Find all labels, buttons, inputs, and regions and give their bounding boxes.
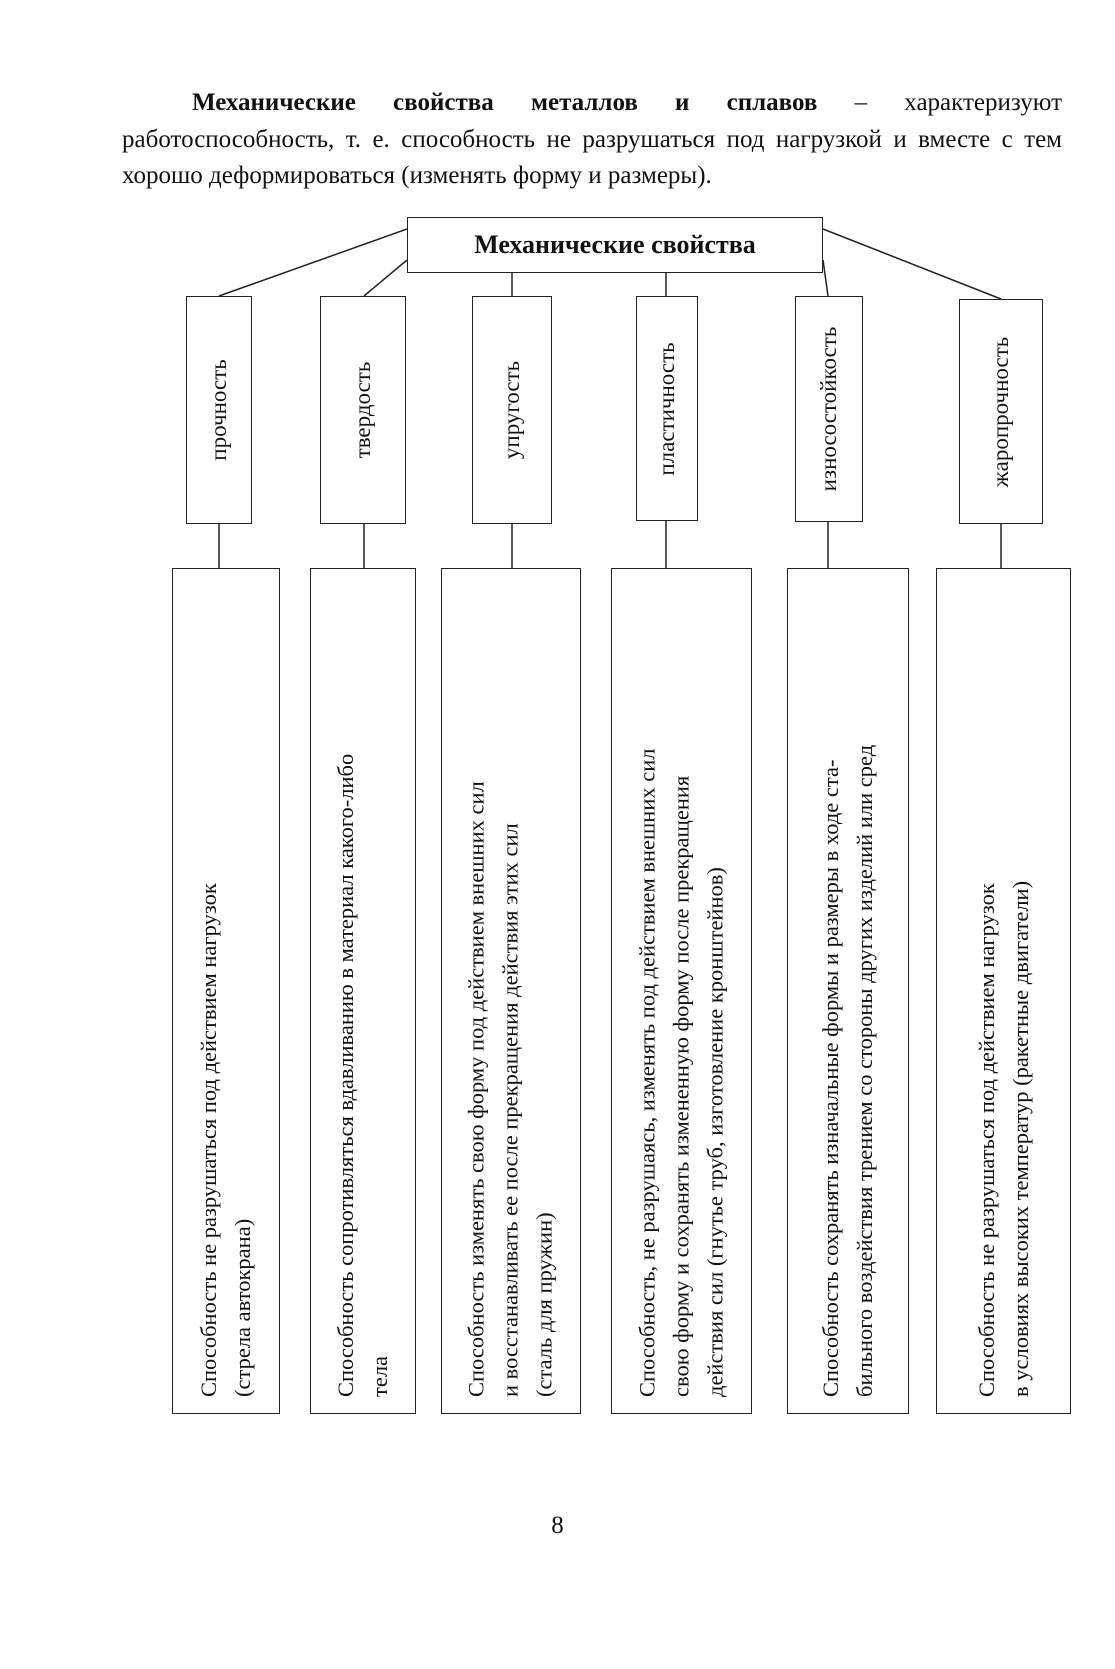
property-box-heat-resistance xyxy=(959,299,1043,524)
description-text-hardness xyxy=(329,585,397,1397)
description-text-elasticity xyxy=(460,585,563,1397)
description-line: Способность сопротивляться вдавливанию в материал какого-либо xyxy=(332,753,358,1397)
property-box-strength xyxy=(186,296,252,524)
property-label-plasticity: пластичность xyxy=(654,341,679,476)
description-box-heat-resistance xyxy=(936,568,1071,1414)
property-label-strength: прочность xyxy=(206,359,231,461)
description-line: свою форму и сохранять измененную форму после прекращения xyxy=(668,775,694,1397)
description-line: Способность сохранять изначальные формы и размеры в ходе ста- xyxy=(817,759,843,1397)
description-box-hardness xyxy=(310,568,416,1414)
description-box-elasticity xyxy=(441,568,581,1414)
description-line: и восстанавливать ее после прекращения действия этих сил xyxy=(497,823,523,1397)
description-text-heat-resistance xyxy=(969,585,1037,1397)
property-box-wear-resistance xyxy=(795,296,863,522)
description-text-plasticity xyxy=(630,585,733,1397)
diagram-title-box xyxy=(407,217,823,273)
description-line: бильного воздействия трением со стороны других изделий или сред xyxy=(852,744,877,1397)
description-line: Способность не разрушаться под действием нагрузок xyxy=(195,883,221,1397)
intro-bold-term: Механические свойства металлов и сплавов xyxy=(192,89,818,116)
description-box-plasticity xyxy=(611,568,752,1414)
property-label-heat-resistance: жаропрочность xyxy=(988,336,1013,487)
diagram-title: Механические свойства xyxy=(474,230,756,259)
description-line: (стрела автокрана) xyxy=(230,1218,255,1397)
description-box-wear-resistance xyxy=(787,568,909,1414)
description-line: в условиях высоких температур (ракетные двигатели) xyxy=(1007,880,1033,1397)
property-label-elasticity: упругость xyxy=(499,360,524,460)
property-label-wear-resistance: износостойкость xyxy=(816,326,841,492)
page-number: 8 xyxy=(551,1512,564,1539)
description-line: тела xyxy=(367,1355,392,1397)
property-box-hardness xyxy=(320,296,406,524)
property-box-elasticity xyxy=(472,296,552,524)
description-line: Способность не разрушаться под действием нагрузок xyxy=(973,883,999,1397)
intro-text: – характеризуют работоспособность, т. е. способность не разрушаться под нагрузкой и вместе с тем хорошо деформироваться (изменять форму и размеры). xyxy=(122,89,1062,189)
description-box-strength xyxy=(172,568,280,1414)
description-line: (сталь для пружин) xyxy=(532,1212,558,1397)
description-line: Способность, не разрушаясь, изменять под действием внешних сил xyxy=(634,748,660,1397)
description-line: действия сил (гнутье труб, изготовление кронштейнов) xyxy=(702,867,728,1397)
description-text-strength xyxy=(192,585,260,1397)
property-label-hardness: твердость xyxy=(350,361,375,459)
description-text-wear-resistance xyxy=(814,585,882,1397)
property-box-plasticity xyxy=(636,296,698,521)
description-line: Способность изменять свою форму под действием внешних сил xyxy=(463,781,489,1397)
